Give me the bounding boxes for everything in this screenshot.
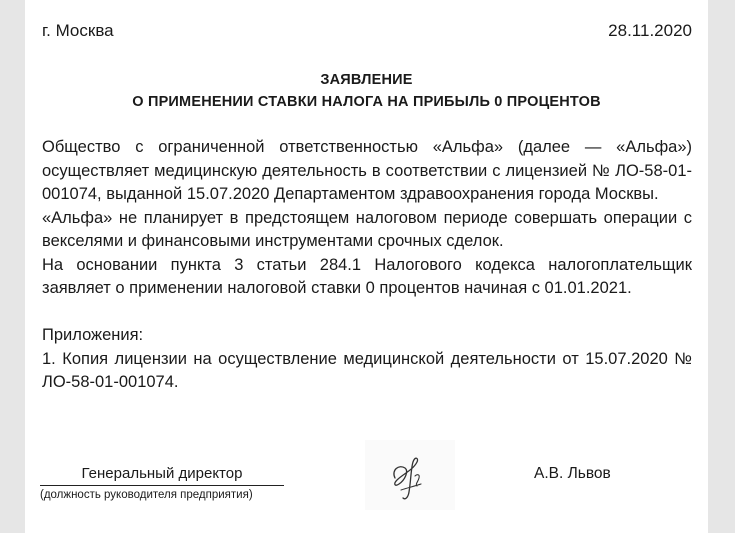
title-line-2: О ПРИМЕНЕНИИ СТАВКИ НАЛОГА НА ПРИБЫЛЬ 0 ПРОЦЕНТОВ — [132, 94, 601, 110]
paragraph-no-operations: «Альфа» не планирует в предстоящем налоговом периоде совершать операции с векселями и финансовыми инструментами срочных сделок. — [42, 208, 692, 250]
document-title — [25, 69, 708, 113]
position-caption: (должность руководителя предприятия) — [40, 489, 253, 501]
signature-block — [25, 440, 708, 510]
attachments-heading: Приложения: — [42, 326, 144, 344]
position-block — [40, 464, 284, 503]
spacer — [42, 301, 692, 325]
document-body — [42, 136, 692, 395]
attachment-item: 1. Копия лицензии на осуществление медицинской деятельности от 15.07.2020 № ЛО-58-01-001074. — [42, 349, 692, 391]
signer-name: А.В. Львов — [534, 465, 611, 482]
title-line-1: ЗАЯВЛЕНИЕ — [320, 72, 413, 88]
handwritten-signature — [365, 440, 455, 510]
position-title: Генеральный директор — [40, 464, 284, 486]
paragraph-tax-rate: На основании пункта 3 статьи 284.1 Налогового кодекса налогоплательщик заявляет о применении налоговой ставки 0 процентов начиная с 01.01.2021. — [42, 255, 692, 297]
document-header — [42, 20, 692, 42]
paragraph-company-license: Общество с ограниченной ответственностью «Альфа» (далее — «Альфа») осуществляет медицинскую деятельность в соответствии с лицензией № ЛО-58-01-001074, выданной 15.07.2020 Департаментом здравоохранения города Москвы. — [42, 138, 692, 203]
signature-icon — [365, 440, 455, 510]
city: г. Москва — [42, 21, 114, 40]
document-page — [25, 0, 708, 533]
document-date: 28.11.2020 — [608, 21, 692, 40]
